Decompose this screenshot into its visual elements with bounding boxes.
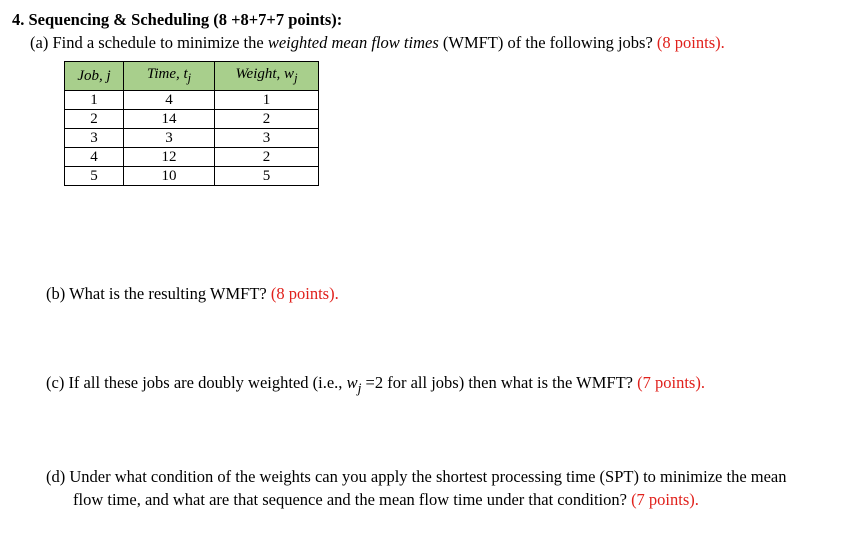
part-c-prefix: (c) If all these jobs are doubly weighted (i.e.,	[46, 373, 347, 392]
cell-time: 4	[124, 91, 215, 110]
header-time	[124, 62, 215, 91]
part-d-line1: (d) Under what condition of the weights can you apply the shortest processing time (SPT) to minimize the mean	[46, 467, 787, 486]
cell-weight: 2	[215, 148, 319, 167]
part-d-line2	[73, 490, 699, 510]
part-d-line2-text: flow time, and what are that sequence and the mean flow time under that condition?	[73, 490, 632, 509]
header-job	[65, 62, 124, 91]
header-weight-label: Weight, w	[235, 66, 295, 82]
cell-job: 5	[65, 167, 124, 186]
table-row	[65, 129, 319, 148]
cell-time: 10	[124, 167, 215, 186]
cell-weight: 2	[215, 110, 319, 129]
table-row	[65, 148, 319, 167]
cell-time: 3	[124, 129, 215, 148]
header-weight-sub: j	[294, 71, 298, 85]
part-a-text	[30, 33, 725, 53]
part-a-points: (8 points).	[656, 33, 725, 52]
part-c-var: w	[346, 373, 358, 392]
cell-job: 4	[65, 148, 124, 167]
part-c-points: (7 points).	[637, 373, 705, 392]
cell-weight: 3	[215, 129, 319, 148]
cell-time: 12	[124, 148, 215, 167]
part-a-suffix: (WMFT) of the following jobs?	[438, 33, 657, 52]
cell-job: 3	[65, 129, 124, 148]
part-a-prefix: (a) Find a schedule to minimize the	[30, 33, 268, 52]
table-row	[65, 91, 319, 110]
part-c-text	[46, 373, 705, 398]
header-job-label: Job, j	[77, 68, 111, 84]
cell-job: 2	[65, 110, 124, 129]
header-time-sub: j	[187, 71, 192, 85]
cell-job: 1	[65, 91, 124, 110]
table-header-row	[65, 62, 319, 91]
table-row	[65, 167, 319, 186]
part-a-italic: weighted mean flow times	[267, 33, 439, 52]
part-b-points: (8 points).	[270, 284, 339, 303]
cell-weight: 5	[215, 167, 319, 186]
table-row	[65, 110, 319, 129]
cell-time: 14	[124, 110, 215, 129]
question-title: 4. Sequencing & Scheduling (8 +8+7+7 points):	[12, 10, 343, 29]
part-d-points: (7 points).	[631, 490, 699, 509]
part-b-question: (b) What is the resulting WMFT?	[46, 284, 271, 303]
header-weight	[215, 62, 319, 91]
part-b-text	[46, 284, 339, 304]
cell-weight: 1	[215, 91, 319, 110]
header-time-label: Time, t	[146, 66, 188, 82]
jobs-table	[64, 61, 319, 186]
part-c-sub: j	[357, 380, 362, 396]
part-c-suffix: =2 for all jobs) then what is the WMFT?	[361, 373, 638, 392]
